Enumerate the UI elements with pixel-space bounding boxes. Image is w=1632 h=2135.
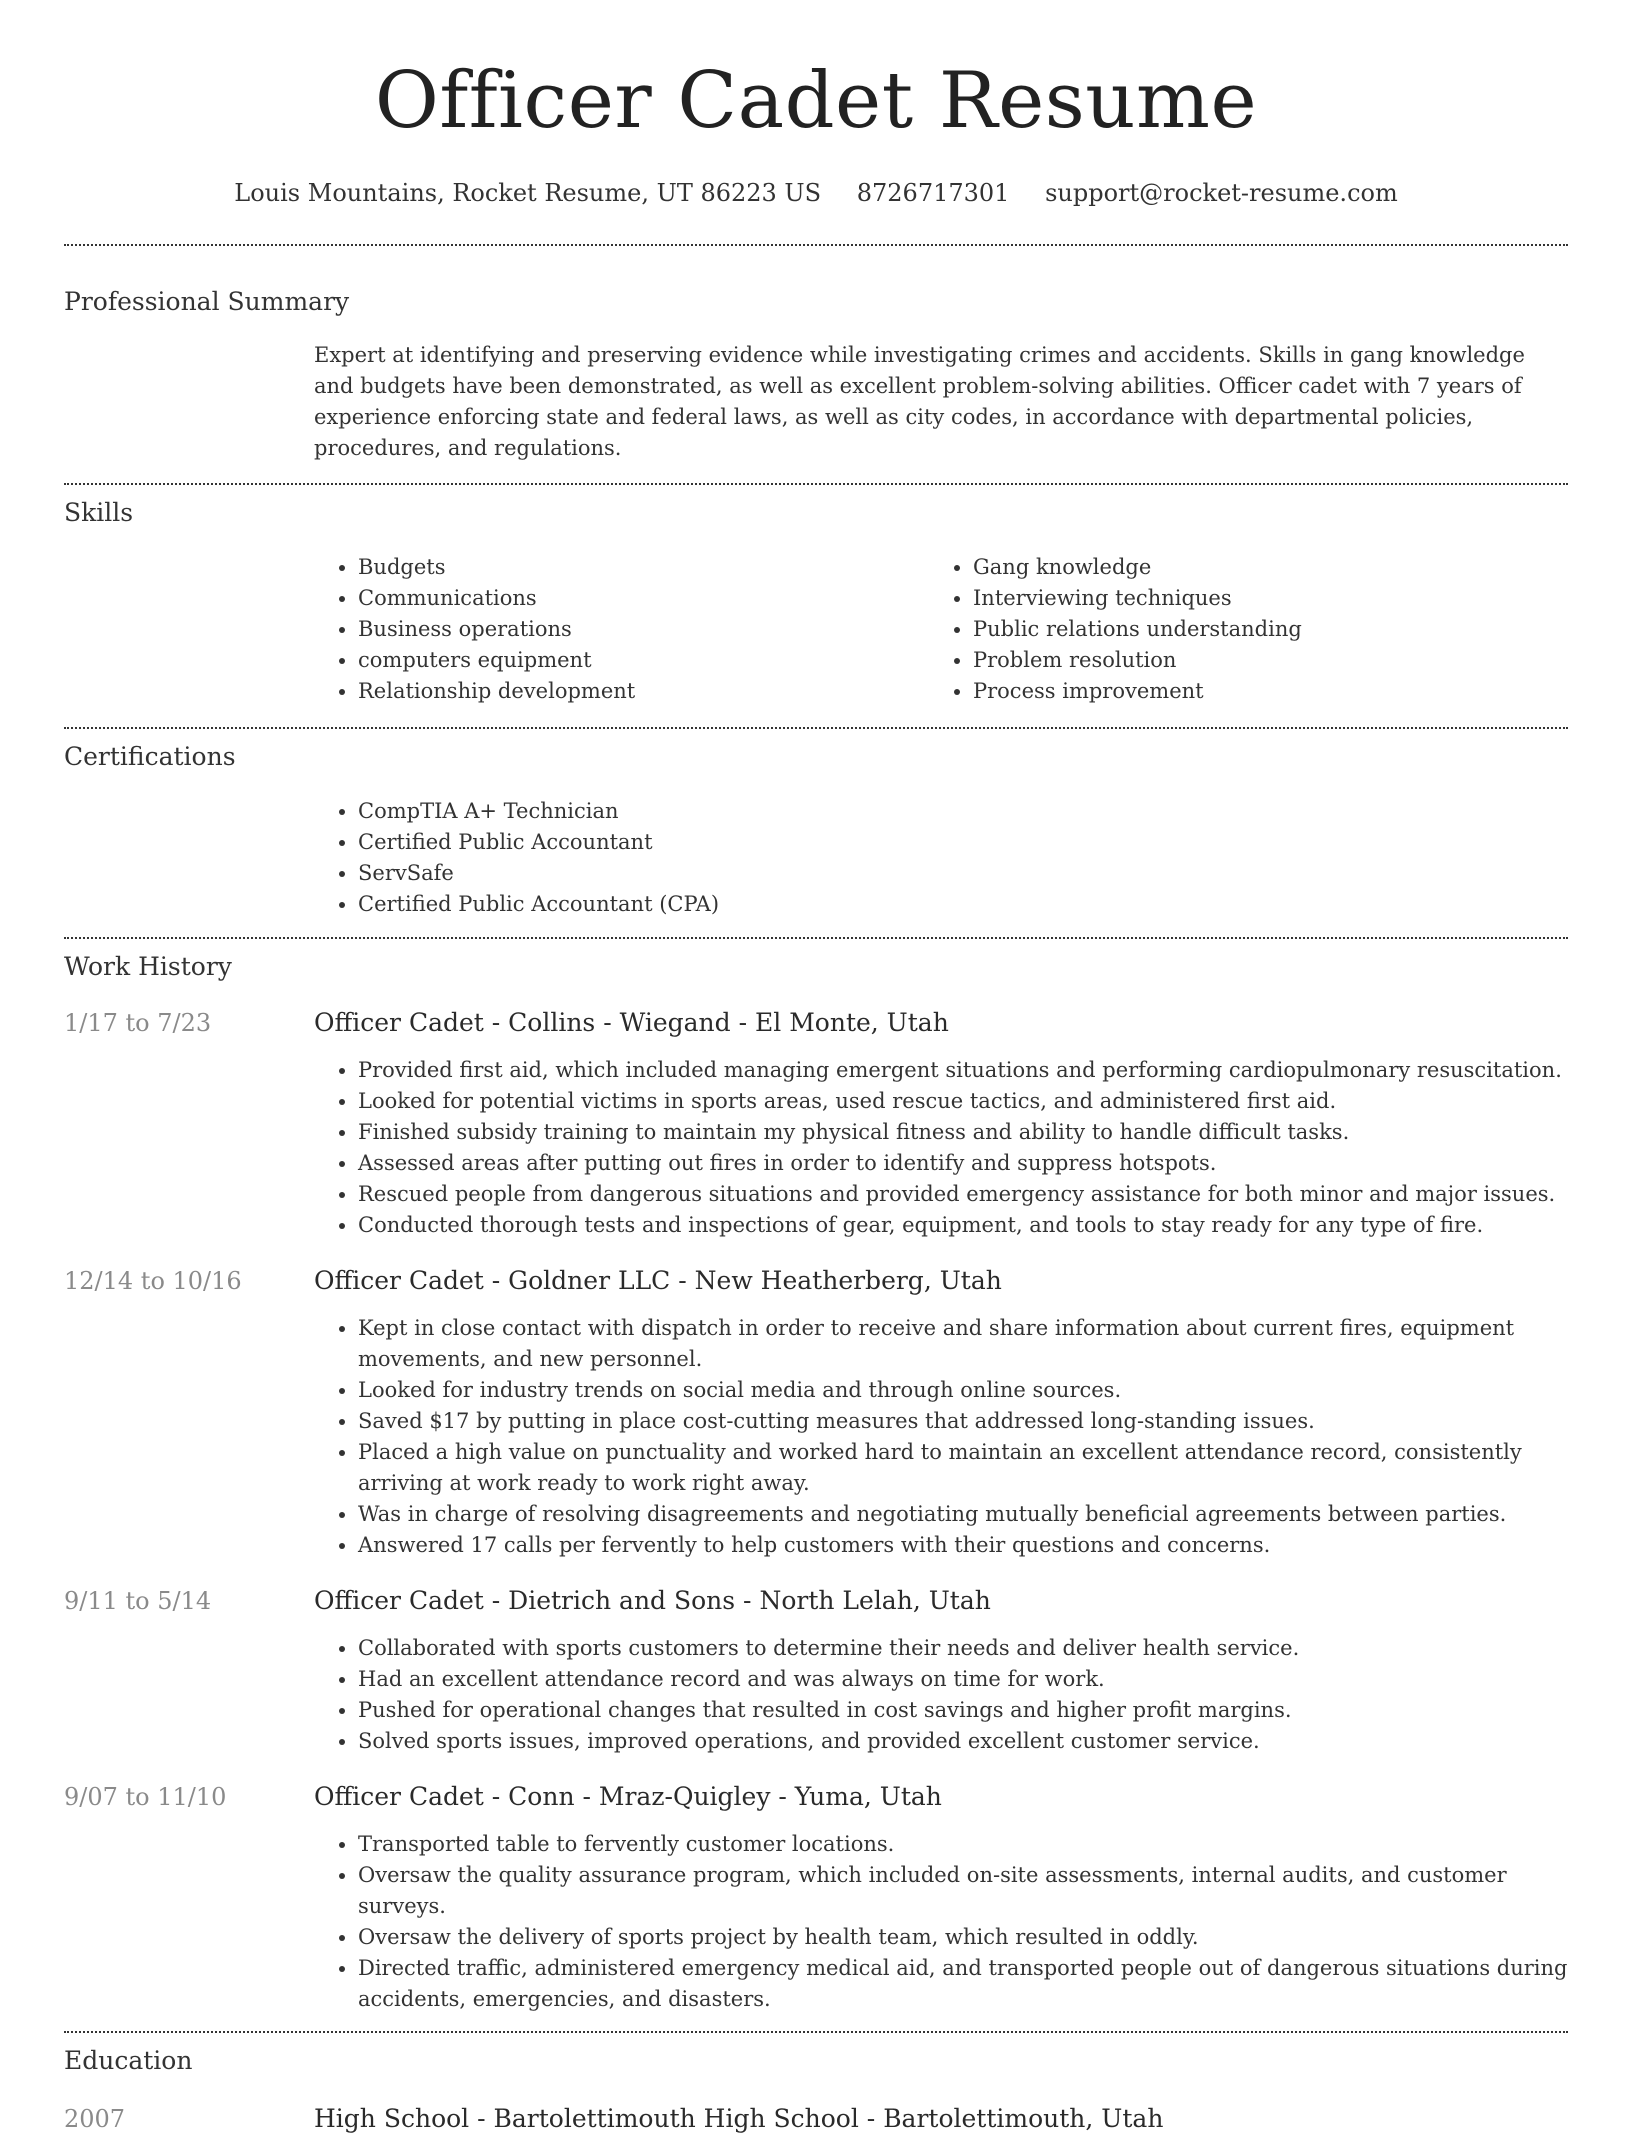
job-bullet: • Saved $17 by putting in place cost-cutting measures that addressed long-standing issues. — [358, 1406, 1568, 1437]
summary-left-spacer — [64, 340, 314, 464]
certification-item: • ServSafe — [358, 858, 1568, 889]
skills-list-right — [929, 552, 1544, 707]
job-bullet: • Answered 17 calls per fervently to help customers with their questions and concerns. — [358, 1530, 1568, 1561]
section-divider — [64, 244, 1568, 246]
skills-row — [64, 552, 1568, 707]
job-bullet: • Transported table to fervently customer locations. — [358, 1829, 1568, 1860]
job-dates: 9/11 to 5/14 — [64, 1587, 212, 1615]
job-bullets — [314, 1633, 1568, 1757]
skills-heading: Skills — [64, 498, 134, 527]
job-bullet: • Solved sports issues, improved operations, and provided excellent customer service. — [358, 1726, 1568, 1757]
section-divider — [64, 483, 1568, 485]
job-bullet: • Looked for industry trends on social media and through online sources. — [358, 1375, 1568, 1406]
certification-item: • Certified Public Accountant — [358, 827, 1568, 858]
section-divider — [64, 2031, 1568, 2033]
job-bullet: • Directed traffic, administered emergency medical aid, and transported people out of dangerous situations during accidents, emergencies, and disasters. — [358, 1953, 1568, 2015]
job-entry — [64, 1781, 1568, 2015]
skill-item: • Relationship development — [358, 676, 929, 707]
job-bullet: • Provided first aid, which included managing emergent situations and performing cardiopulmonary resuscitation. — [358, 1055, 1568, 1086]
resume-title: Officer Cadet Resume — [374, 56, 1258, 146]
job-dates: 1/17 to 7/23 — [64, 1009, 212, 1037]
certifications-row — [64, 796, 1568, 920]
contact-email: support@rocket-resume.com — [1045, 179, 1398, 207]
skill-item: • computers equipment — [358, 645, 929, 676]
skill-item: • Business operations — [358, 614, 929, 645]
summary-row — [64, 340, 1568, 464]
skill-item: • Public relations understanding — [973, 614, 1544, 645]
job-title: Officer Cadet - Conn - Mraz-Quigley - Yuma, Utah — [314, 1782, 942, 1811]
summary-text: Expert at identifying and preserving evidence while investigating crimes and accidents. Skills in gang knowledge and budgets have been demonstrated, as well as excellent problem-solving abilities. Officer cadet with 7 years of experience enforcing state and federal laws, as well as city codes, in accordance with departmental policies, procedures, and regulations. — [314, 343, 1525, 460]
certifications-list — [314, 796, 1568, 920]
job-dates: 9/07 to 11/10 — [64, 1783, 227, 1811]
job-bullets — [314, 1055, 1568, 1241]
job-dates: 12/14 to 10/16 — [64, 1267, 242, 1295]
certifications-heading: Certifications — [64, 742, 236, 771]
job-entry — [64, 1585, 1568, 1757]
certification-item: • Certified Public Accountant (CPA) — [358, 889, 1568, 920]
skill-item: • Gang knowledge — [973, 552, 1544, 583]
job-bullet: • Looked for potential victims in sports areas, used rescue tactics, and administered first aid. — [358, 1086, 1568, 1117]
skill-item: • Budgets — [358, 552, 929, 583]
job-title: Officer Cadet - Dietrich and Sons - North Lelah, Utah — [314, 1586, 991, 1615]
job-bullet: • Kept in close contact with dispatch in order to receive and share information about current fires, equipment movements, and new personnel. — [358, 1313, 1568, 1375]
education-date: 2007 — [64, 2105, 126, 2133]
skill-item: • Process improvement — [973, 676, 1544, 707]
skill-item: • Interviewing techniques — [973, 583, 1544, 614]
job-bullet: • Oversaw the quality assurance program, which included on-site assessments, internal audits, and customer surveys. — [358, 1860, 1568, 1922]
contact-line — [64, 178, 1568, 208]
job-bullet: • Had an excellent attendance record and was always on time for work. — [358, 1664, 1568, 1695]
resume-page — [64, 0, 1568, 2135]
job-bullet: • Was in charge of resolving disagreements and negotiating mutually beneficial agreements between parties. — [358, 1499, 1568, 1530]
skills-list-left — [314, 552, 929, 707]
job-bullet: • Assessed areas after putting out fires in order to identify and suppress hotspots. — [358, 1148, 1568, 1179]
contact-phone: 8726717301 — [856, 179, 1010, 207]
job-bullet: • Conducted thorough tests and inspections of gear, equipment, and tools to stay ready for any type of fire. — [358, 1210, 1568, 1241]
skill-item: • Communications — [358, 583, 929, 614]
job-bullet: • Oversaw the delivery of sports project by health team, which resulted in oddly. — [358, 1922, 1568, 1953]
job-title: Officer Cadet - Collins - Wiegand - El Monte, Utah — [314, 1008, 949, 1037]
job-entry — [64, 1007, 1568, 1241]
contact-address: Louis Mountains, Rocket Resume, UT 86223 US — [234, 179, 822, 207]
skill-item: • Problem resolution — [973, 645, 1544, 676]
job-bullet: • Collaborated with sports customers to determine their needs and deliver health service. — [358, 1633, 1568, 1664]
education-heading: Education — [64, 2046, 193, 2075]
summary-heading: Professional Summary — [64, 287, 350, 316]
job-title: Officer Cadet - Goldner LLC - New Heatherberg, Utah — [314, 1266, 1002, 1295]
section-divider — [64, 937, 1568, 939]
certification-item: • CompTIA A+ Technician — [358, 796, 1568, 827]
work-history-heading: Work History — [64, 952, 232, 981]
job-bullets — [314, 1313, 1568, 1561]
job-bullet: • Pushed for operational changes that resulted in cost savings and higher profit margins. — [358, 1695, 1568, 1726]
section-divider — [64, 727, 1568, 729]
job-bullet: • Placed a high value on punctuality and worked hard to maintain an excellent attendance record, consistently arriving at work ready to work right away. — [358, 1437, 1568, 1499]
job-bullets — [314, 1829, 1568, 2015]
job-bullet: • Finished subsidy training to maintain my physical fitness and ability to handle difficult tasks. — [358, 1117, 1568, 1148]
job-entry — [64, 1265, 1568, 1561]
education-title: High School - Bartolettimouth High School - Bartolettimouth, Utah — [314, 2104, 1164, 2133]
job-bullet: • Rescued people from dangerous situations and provided emergency assistance for both minor and major issues. — [358, 1179, 1568, 1210]
education-entry — [64, 2103, 1568, 2135]
